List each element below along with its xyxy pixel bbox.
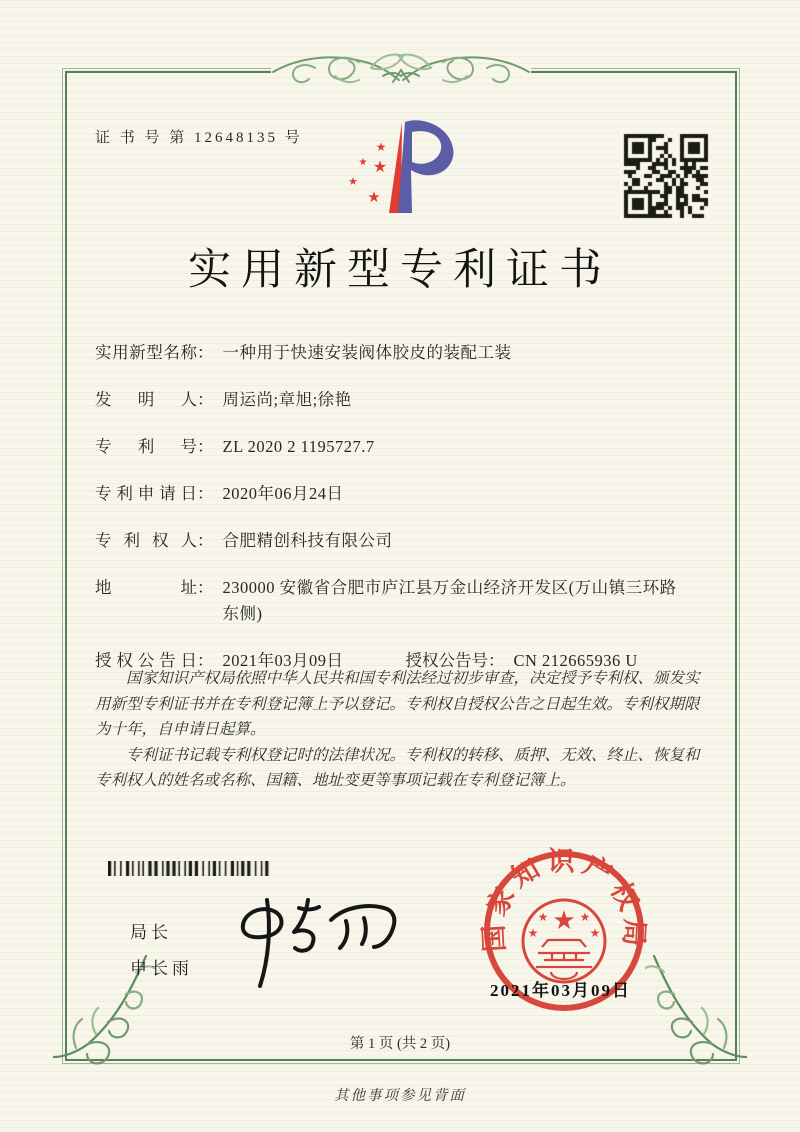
svg-text:★: ★ — [579, 910, 591, 924]
field-colon: ： — [197, 390, 214, 409]
field-value: 2020年06月24日 — [222, 484, 344, 503]
svg-text:★: ★ — [527, 926, 539, 940]
field-list — [95, 340, 707, 695]
field-row-filing-date — [95, 481, 707, 507]
signer-name: 申长雨 — [130, 959, 193, 978]
field-colon: ： — [197, 484, 214, 503]
field-row-inventor — [95, 387, 707, 413]
certificate-title: 实用新型专利证书 — [188, 247, 612, 294]
field-value: 周运尚;章旭;徐艳 — [222, 390, 352, 409]
top-scroll-ornament-icon — [271, 42, 531, 106]
field-value: ZL 2020 2 1195727.7 — [222, 437, 375, 456]
field-label: 专利申请日 — [95, 484, 197, 503]
cnipa-logo-icon — [330, 110, 490, 230]
field-value: 一种用于快速安装阀体胶皮的装配工装 — [222, 343, 512, 362]
svg-text:★: ★ — [537, 910, 549, 924]
field-colon: ： — [197, 343, 214, 362]
handwritten-signature-icon — [233, 896, 408, 991]
field-label: 地址 — [95, 578, 197, 597]
barcode — [108, 861, 306, 876]
field-label: 发明人 — [95, 390, 197, 409]
svg-text:★: ★ — [358, 157, 368, 168]
back-note: 其他事项参见背面 — [334, 1088, 466, 1104]
seal-date: 2021年03月09日 — [490, 981, 631, 1000]
field-value: 230000 安徽省合肥市庐江县万金山经济开发区(万山镇三环路东侧) — [222, 578, 677, 623]
svg-text:★: ★ — [552, 906, 576, 936]
field-colon: ： — [197, 578, 214, 597]
national-emblem-icon — [523, 900, 605, 982]
field-row-name — [95, 340, 707, 366]
svg-text:★: ★ — [372, 157, 388, 176]
certificate-number: 证 书 号 第 12648135 号 — [95, 130, 303, 146]
seal-text: 国家知识产权局 — [478, 846, 650, 953]
qr-code — [620, 130, 712, 222]
field-label: 专利号 — [95, 437, 197, 456]
svg-text:★: ★ — [375, 140, 387, 154]
page-number: 第 1 页 (共 2 页) — [349, 1036, 451, 1052]
grant-no-value: CN 212665936 U — [513, 651, 638, 670]
field-value: 合肥精创科技有限公司 — [222, 531, 393, 550]
legal-text — [95, 666, 709, 794]
field-colon: ： — [197, 437, 214, 456]
grant-date-value: 2021年03月09日 — [222, 651, 344, 670]
field-row-address — [95, 575, 707, 627]
field-label: 授权公告日 — [95, 651, 197, 670]
signer-title: 局长 — [130, 923, 172, 942]
field-row-patentee — [95, 528, 707, 554]
svg-text:★: ★ — [367, 188, 381, 206]
grant-no-label: 授权公告号 — [405, 651, 488, 670]
svg-text:★: ★ — [348, 175, 358, 188]
field-label: 实用新型名称 — [95, 343, 197, 362]
field-label: 专利权人 — [95, 531, 197, 550]
legal-paragraph-1: 国家知识产权局依照中华人民共和国专利法经过初步审查，决定授予专利权、颁发实用新型专利证书并在专利登记簿上予以登记。专利权自授权公告之日起生效。专利权期限为十年，自申请日起算。 — [95, 670, 700, 738]
legal-paragraph-2: 专利证书记载专利权登记时的法律状况。专利权的转移、质押、无效、终止、恢复和专利权人的姓名或名称、国籍、地址变更等事项记载在专利登记簿上。 — [95, 746, 700, 789]
svg-text:★: ★ — [589, 926, 601, 940]
field-colon: ： — [197, 651, 214, 670]
field-colon: ： — [488, 651, 505, 670]
field-colon: ： — [197, 531, 214, 550]
field-row-patent-no — [95, 434, 707, 460]
